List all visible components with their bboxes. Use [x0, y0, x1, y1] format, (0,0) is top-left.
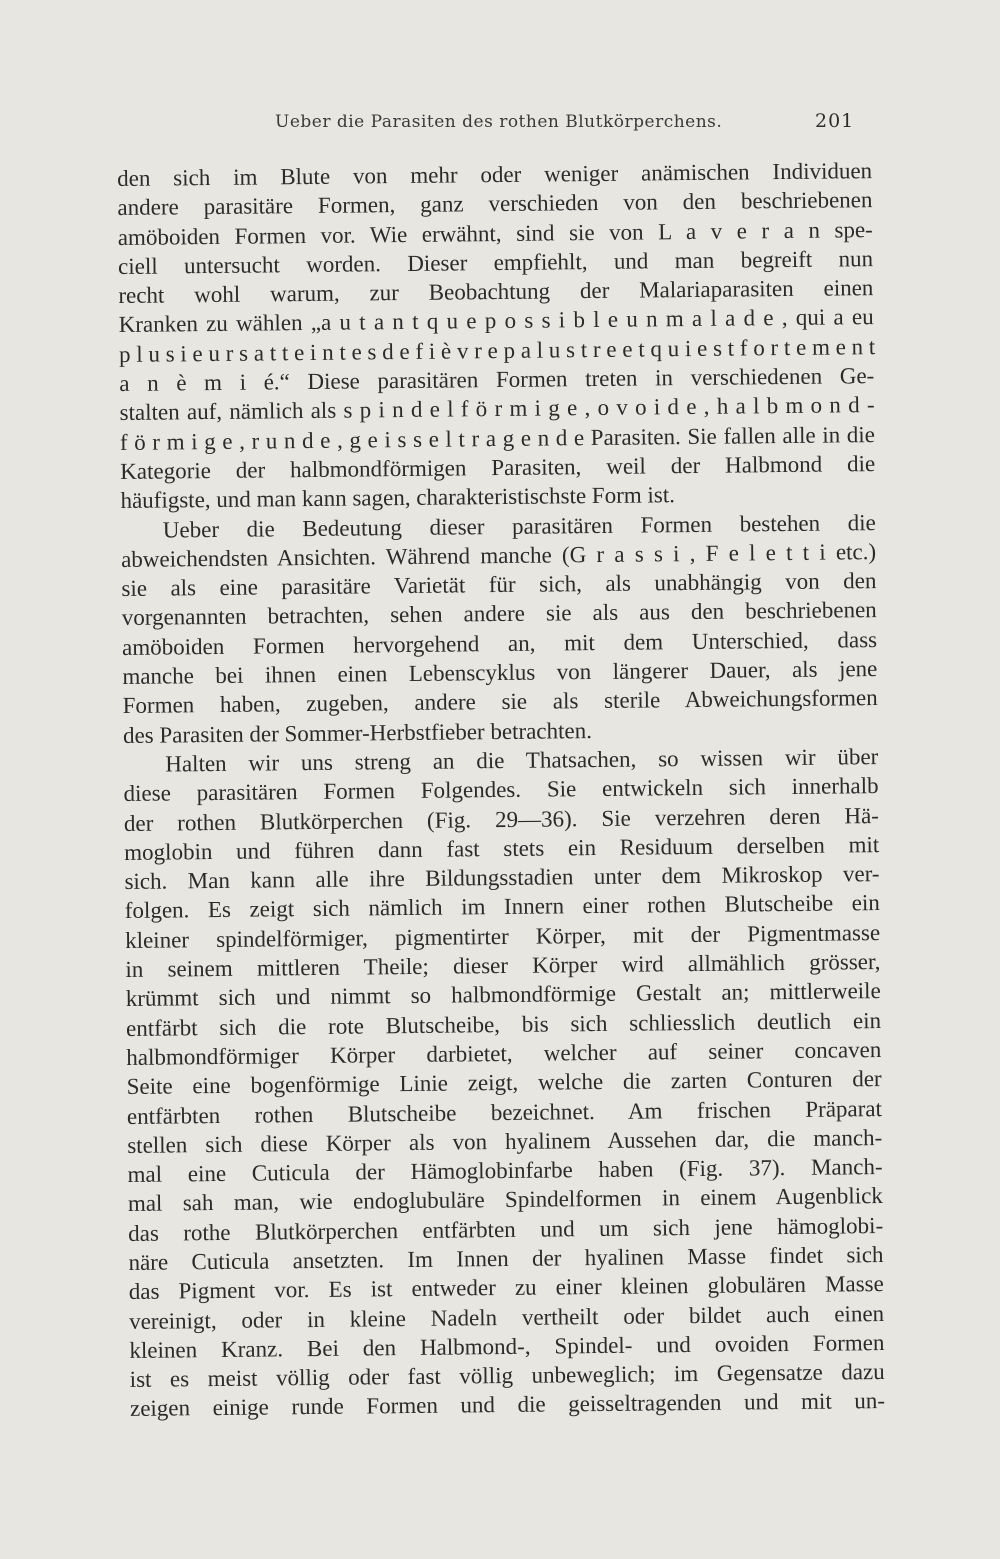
page-number: 201	[815, 110, 855, 132]
text-line: manche bei ihnen einen Lebenscyklus von längerer Dauer, als jene	[122, 656, 878, 690]
text-line: andere parasitäre Formen, ganz verschieden von den beschriebenen	[117, 187, 873, 221]
text-line: f ö r m i g e , r u n d e , g e i s s e l t r a g e n d e Parasiten. Sie fallen alle in die	[119, 421, 876, 455]
text-line: vorgenannten betrachten, sehen andere sie als aus den beschriebenen	[121, 597, 877, 631]
text-line: mal sah man, wie endoglubuläre Spindelformen in einem Augenblick	[127, 1183, 883, 1217]
text-line: Kategorie der halbmondförmigen Parasiten, weil der Halbmond die	[120, 451, 876, 484]
text-line: kleiner spindelförmiger, pigmentirter Körper, mit der Pigmentmasse	[124, 919, 881, 953]
text-line: zeigen einige runde Formen und die geisseltragenden und mit un-	[129, 1388, 886, 1422]
text-line: näre Cuticula ansetzten. Im Innen der hyalinen Masse findet sich	[128, 1242, 884, 1275]
running-header-title: Ueber die Parasiten des rothen Blutkörperchens.	[275, 112, 723, 132]
text-line: den sich im Blute von mehr oder weniger anämischen Individuen	[117, 158, 873, 191]
text-line: mal eine Cuticula der Hämoglobinfarbe haben (Fig. 37). Manch-	[127, 1154, 883, 1188]
text-line: in seinem mittleren Theile; dieser Körper wird allmählich grösser,	[125, 949, 881, 982]
text-line: folgen. Es zeigt sich nämlich im Innern einer rothen Blutscheibe ein	[124, 890, 880, 924]
text-line: ciell untersucht worden. Dieser empfiehlt, und man begreift nun	[117, 245, 874, 279]
text-line: a n è m i é.“ Diese parasitären Formen treten in verschiedenen Ge-	[119, 363, 875, 397]
text-line: kleinen Kranz. Bei den Halbmond-, Spindel- und ovoiden Formen	[129, 1329, 885, 1363]
text-line: halbmondförmiger Körper darbietet, welcher auf seiner concaven	[126, 1036, 882, 1070]
text-line: recht wohl warum, zur Beobachtung der Malariaparasiten einen	[118, 275, 874, 309]
text-line: das rothe Blutkörperchen entfärbten und um sich jene hämoglobi-	[128, 1212, 884, 1246]
text-line: Seite eine bogenförmige Linie zeigt, welche die zarten Conturen der	[126, 1066, 882, 1100]
text-line: sie als eine parasitäre Varietät für sich, als unabhängig von den	[121, 568, 877, 602]
text-line: ist es meist völlig oder fast völlig unbeweglich; im Gegensatze dazu	[129, 1359, 885, 1393]
text-line: sich. Man kann alle ihre Bildungsstadien unter dem Mikroskop ver-	[124, 861, 880, 895]
text-line: diese parasitären Formen Folgendes. Sie entwickeln sich innerhalb	[123, 773, 879, 807]
text-line: Formen haben, zugeben, andere sie als sterile Abweichungsformen	[122, 685, 878, 719]
text-line: der rothen Blutkörperchen (Fig. 29—36). Sie verzehren deren Hä-	[123, 802, 879, 836]
text-line: häufigste, und man kann sagen, charakteristischste Form ist.	[120, 482, 676, 514]
text-line: entfärbt sich die rote Blutscheibe, bis sich schliesslich deutlich ein	[125, 1007, 882, 1041]
text-line: amöboiden Formen vor. Wie erwähnt, sind sie von L a v e r a n spe-	[117, 216, 873, 250]
text-line: stalten auf, nämlich als s p i n d e l f ö r m i g e , o v o i d e , h a l b m o n d -	[119, 392, 875, 426]
text-line: vereinigt, oder in kleine Nadeln vertheilt oder bildet auch einen	[128, 1300, 885, 1334]
text-line: p l u s i e u r s a t t e i n t e s d e f i è v r e p a l u s t r e e t q u i e s t f o r t e m e n t	[118, 333, 876, 367]
text-line: entfärbten rothen Blutscheibe bezeichnet. Am frischen Präparat	[126, 1095, 883, 1129]
text-line: amöboiden Formen hervorgehend an, mit dem Unterschied, dass	[121, 626, 878, 660]
body-text	[117, 156, 885, 1424]
text-line: stellen sich diese Körper als von hyalinem Aussehen dar, die manch-	[127, 1124, 883, 1158]
text-line: das Pigment vor. Es ist entweder zu einer kleinen globulären Masse	[128, 1271, 884, 1305]
text-line: moglobin und führen dann fast stets ein Residuum derselben mit	[124, 831, 880, 865]
text-line: Ueber die Bedeutung dieser parasitären Formen bestehen die	[162, 509, 876, 543]
text-line: krümmt sich und nimmt so halbmondförmige Gestalt an; mittlerweile	[125, 978, 881, 1012]
text-line: des Parasiten der Sommer-Herbstfieber betrachten.	[122, 717, 593, 748]
text-line: abweichendsten Ansichten. Während manche (G r a s s i , F e l e t t i etc.)	[121, 538, 877, 572]
text-line: Halten wir uns streng an die Thatsachen, so wissen wir über	[165, 743, 879, 777]
text-line: Kranken zu wählen „a u t a n t q u e p o s s i b l e u n m a l a d e , qui a eu	[118, 304, 874, 338]
